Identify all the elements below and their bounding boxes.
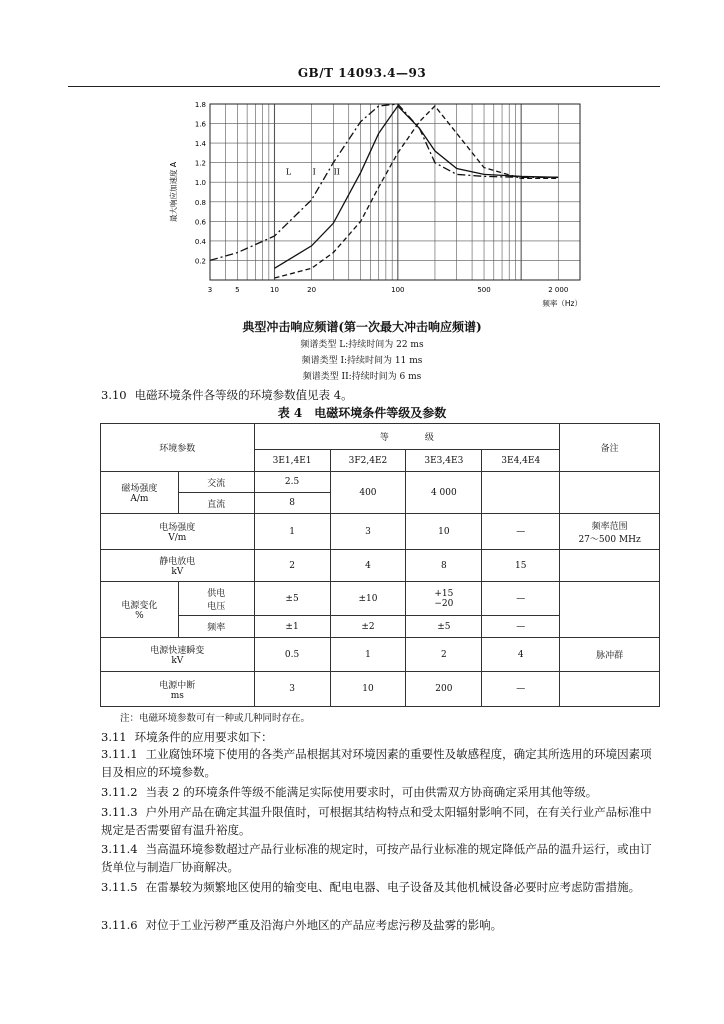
cell-line: −20	[434, 598, 454, 609]
cell: —	[482, 672, 560, 707]
param-unit: ms	[170, 690, 184, 701]
header-rule	[68, 86, 660, 87]
cell	[560, 472, 660, 514]
cell: 4	[482, 638, 560, 672]
plot-frame	[210, 104, 580, 280]
cell: 1	[254, 514, 330, 550]
grade-3: 3E3,4E3	[406, 450, 482, 472]
cell: ±10	[330, 582, 406, 616]
section-text: 当表 2 的环境条件等级不能满足实际使用要求时，可由供需双方协商确定采用其他等级。	[145, 785, 598, 799]
param-name: 磁场强度	[121, 484, 158, 494]
header-remark: 备注	[560, 424, 660, 472]
x-tick-label: 100	[391, 286, 405, 294]
cell: 3	[330, 514, 406, 550]
y-tick-label: 0.8	[194, 198, 206, 207]
frequency-label: 频率	[178, 616, 254, 638]
electric-field-label	[101, 514, 255, 550]
dc-label: 直流	[178, 493, 254, 514]
param-unit: kV	[171, 656, 184, 666]
cell: 4 000	[406, 472, 482, 514]
section-3-11-4	[101, 840, 661, 876]
y-tick-label: 0.4	[194, 237, 206, 246]
cell: 0.5	[254, 638, 330, 672]
cell: 2.5	[254, 472, 330, 493]
y-tick-label: 1.0	[194, 179, 206, 188]
supply-voltage-label	[178, 582, 254, 616]
cell: 4	[330, 550, 406, 582]
cell: —	[482, 582, 560, 616]
remark-cell: 脉冲群	[560, 638, 660, 672]
section-number: 3.11.3	[101, 805, 138, 819]
curve-label: L	[285, 167, 292, 177]
y-tick-label: 1.2	[194, 159, 206, 168]
cell: 15	[482, 550, 560, 582]
cell	[560, 582, 660, 638]
remark-line: 频率范围	[591, 521, 628, 532]
param-name: 电源中断	[159, 680, 196, 691]
x-tick-label: 2 000	[548, 286, 569, 294]
shock-response-chart	[160, 96, 600, 316]
y-axis-label: 最大响应加速度 A	[169, 161, 178, 223]
table-title: 表 4 电磁环境条件等级及参数	[277, 406, 447, 420]
cell: 400	[330, 472, 406, 514]
header-grade: 等 级	[254, 424, 560, 450]
grade-1: 3E1,4E1	[254, 450, 330, 472]
section-text: 对位于工业污秽严重及沿海户外地区的产品应考虑污秽及盐雾的影响。	[145, 918, 503, 932]
figure-caption-title: 典型冲击响应频谱(第一次最大冲击响应频谱)	[242, 320, 482, 334]
remark-line: 27～500 MHz	[578, 534, 641, 545]
cell: 3	[254, 672, 330, 707]
sub-label: 供电	[207, 588, 226, 599]
param-name: 电源变化	[121, 601, 158, 611]
grade-2: 3F2,4E2	[330, 450, 406, 472]
curve-label: I	[312, 167, 316, 177]
param-name: 电场强度	[159, 523, 196, 533]
section-3-11-3	[101, 803, 661, 839]
cell: 2	[254, 550, 330, 582]
section-text: 工业腐蚀环境下使用的各类产品根据其对环境因素的重要性及敏感程度，确定其所选用的环境因素项目及相应的环境参数。	[101, 747, 652, 779]
section-3-11	[101, 728, 661, 746]
cell	[560, 672, 660, 707]
section-3-11-1	[101, 745, 661, 781]
param-name: 静电放电	[159, 557, 196, 567]
section-text: 当高温环境参数超过产品行业标准的规定时，可按产品行业标准的规定降低产品的温升运行，或由订货单位与制造厂协商解决。	[101, 842, 652, 874]
cell: 8	[406, 550, 482, 582]
param-unit: kV	[171, 567, 184, 577]
cell: 8	[254, 493, 330, 514]
section-text: 户外用产品在确定其温升限值时，可根据其结构特点和受太阳辐射影响不同，在有关行业产品标准中规定是否需要留有温升裕度。	[101, 805, 652, 837]
eft-label	[101, 638, 255, 672]
section-3-10	[101, 386, 661, 404]
x-tick-label: 5	[235, 286, 240, 294]
curve-label: II	[333, 167, 340, 177]
section-number: 3.11.2	[101, 785, 138, 799]
x-axis-label: 频率（Hz）	[542, 299, 582, 308]
figure-caption-line-2: 频谱类型 I:持续时间为 11 ms	[301, 356, 423, 366]
section-number: 3.11.1	[101, 747, 138, 761]
magnetic-field-label	[101, 472, 179, 514]
table-note: 注：电磁环境参数可有一种或几种同时存在。	[120, 713, 311, 724]
y-tick-label: 0.2	[194, 257, 206, 266]
sub-label: 电压	[207, 601, 226, 612]
section-number: 3.11.6	[101, 918, 138, 932]
document-header: GB/T 14093.4—93	[297, 66, 427, 80]
remark-cell	[560, 514, 660, 550]
cell: ±2	[330, 616, 406, 638]
section-number: 3.11.5	[101, 880, 138, 894]
cell	[482, 472, 560, 514]
section-3-11-6	[101, 916, 661, 934]
y-tick-label: 1.6	[194, 120, 206, 129]
figure-caption-line-1: 频谱类型 L:持续时间为 22 ms	[300, 340, 424, 350]
cell: 1	[330, 638, 406, 672]
param-name: 电源快速瞬变	[150, 646, 205, 656]
x-tick-label: 3	[207, 286, 213, 294]
figure-caption-line-3: 频谱类型 II:持续时间为 6 ms	[302, 372, 422, 382]
y-tick-label: 1.4	[194, 140, 206, 149]
section-number: 3.11.4	[101, 842, 138, 856]
section-number: 3.11	[101, 730, 127, 744]
section-text: 在雷暴较为频繁地区使用的输变电、配电电器、电子设备及其他机械设备必要时应考虑防雷措施。	[145, 880, 641, 894]
y-tick-label: 1.8	[194, 101, 206, 109]
param-unit: V/m	[168, 533, 187, 543]
esd-label	[101, 550, 255, 582]
param-unit: %	[135, 611, 144, 621]
section-number: 3.10	[101, 388, 127, 402]
cell: ±5	[406, 616, 482, 638]
cell: 10	[406, 514, 482, 550]
x-tick-label: 10	[270, 286, 279, 294]
section-3-11-2	[101, 783, 661, 801]
cell: 10	[330, 672, 406, 707]
param-unit: A/m	[130, 494, 149, 504]
cell	[406, 582, 482, 616]
header-env-param: 环境参数	[101, 424, 255, 472]
power-variation-label	[101, 582, 179, 638]
cell: —	[482, 514, 560, 550]
ac-label: 交流	[178, 472, 254, 493]
environment-parameters-table	[100, 423, 660, 707]
section-3-11-5	[101, 878, 661, 896]
cell: ±5	[254, 582, 330, 616]
power-interruption-label	[101, 672, 255, 707]
grade-4: 3E4,4E4	[482, 450, 560, 472]
cell	[560, 550, 660, 582]
x-tick-label: 20	[307, 286, 317, 294]
x-tick-label: 500	[477, 286, 491, 294]
cell: 2	[406, 638, 482, 672]
cell: ±1	[254, 616, 330, 638]
cell-line: +15	[434, 588, 454, 599]
cell: —	[482, 616, 560, 638]
section-text: 环境条件的应用要求如下：	[134, 730, 273, 744]
cell: 200	[406, 672, 482, 707]
section-text: 电磁环境条件各等级的环境参数值见表 4。	[134, 388, 353, 402]
y-tick-label: 0.6	[194, 218, 206, 227]
